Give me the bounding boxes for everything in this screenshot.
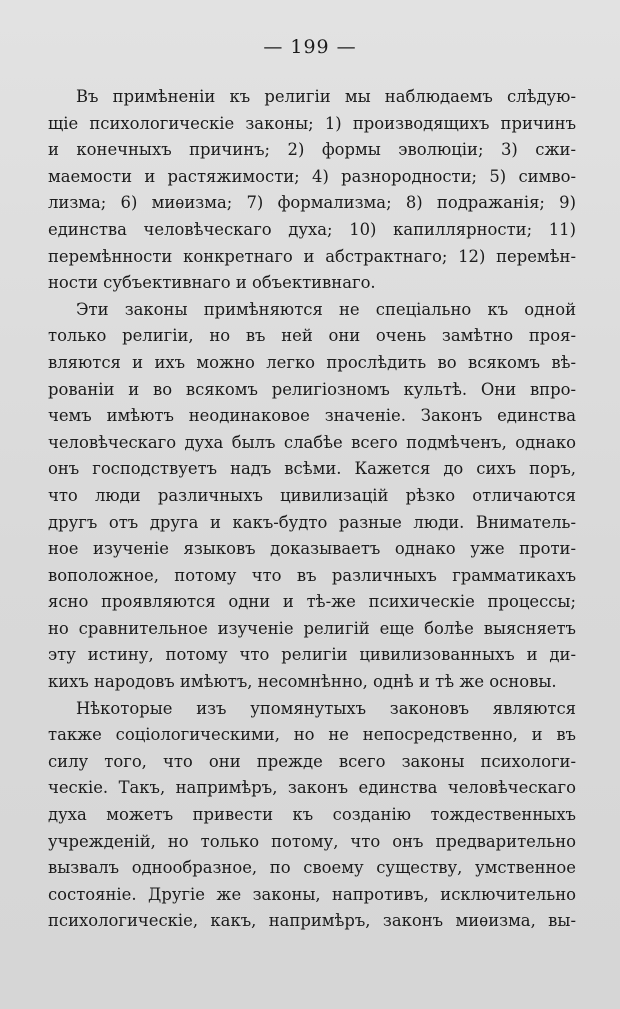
text-line: и конечныхъ причинъ; 2) формы эволюціи; 3) сжи- <box>48 140 576 160</box>
text-line: силу того, что они прежде всего законы психологи- <box>48 751 576 771</box>
text-line: единства человѣческаго духа; 10) капиллярности; 11) <box>48 219 576 239</box>
text-line: состояніе. Другіе же законы, напротивъ, исключительно <box>48 884 576 904</box>
text-line: только религіи, но въ ней они очень замѣтно проя- <box>48 326 576 346</box>
text-line: также соціологическими, но не непосредственно, и въ <box>48 725 576 745</box>
body-text <box>48 84 576 935</box>
text-line: другъ отъ друга и какъ-будто разные люди. Вниматель- <box>48 512 576 532</box>
text-line: маемости и растяжимости; 4) разнородности; 5) симво- <box>48 166 576 186</box>
text-line: воположное, потому что въ различныхъ грамматикахъ <box>48 565 576 585</box>
text-line: ное изученіе языковъ доказываетъ однако уже проти- <box>48 539 576 559</box>
text-line: Эти законы примѣняются не спеціально къ одной <box>76 299 576 319</box>
text-line: но сравнительное изученіе религій еще болѣе выясняетъ <box>48 618 576 638</box>
text-line: человѣческаго духа былъ слабѣе всего подмѣченъ, однако <box>48 432 576 452</box>
text-line: вызвалъ однообразное, по своему существу, умственное <box>48 858 576 878</box>
text-line: вляются и ихъ можно легко прослѣдить во всякомъ вѣ- <box>48 352 576 372</box>
text-line: рованіи и во всякомъ религіозномъ культѣ. Они впро- <box>48 379 576 399</box>
text-line: ясно проявляются одни и тѣ-же психическіе процессы; <box>48 592 576 612</box>
text-line: щіе психологическіе законы; 1) производящихъ причинъ <box>48 113 576 133</box>
text-line: ческіе. Такъ, напримѣръ, законъ единства человѣческаго <box>48 778 576 798</box>
text-line: кихъ народовъ имѣютъ, несомнѣнно, однѣ и тѣ же основы. <box>48 672 557 692</box>
text-line: Нѣкоторые изъ упомянутыхъ законовъ являются <box>76 698 576 718</box>
text-line: Въ примѣненіи къ религіи мы наблюдаемъ слѣдую- <box>76 87 576 106</box>
paragraph <box>48 84 576 297</box>
text-line: ности субъективнаго и объективнаго. <box>48 273 376 293</box>
text-line: учрежденій, но только потому, что онъ предварительно <box>48 831 576 851</box>
text-line: что люди различныхъ цивилизацій рѣзко отличаются <box>48 485 576 505</box>
paragraph <box>48 297 576 696</box>
text-line: чемъ имѣютъ неодинаковое значеніе. Законъ единства <box>48 406 576 426</box>
text-line: онъ господствуетъ надъ всѣми. Кажется до сихъ поръ, <box>48 459 576 479</box>
text-line: психологическіе, какъ, напримѣръ, законъ миѳизма, вы- <box>48 911 576 931</box>
paragraph <box>48 696 576 935</box>
text-line: лизма; 6) миѳизма; 7) формализма; 8) подражанія; 9) <box>48 193 576 213</box>
page-number: — 199 — <box>263 36 357 58</box>
text-line: эту истину, потому что религіи цивилизованныхъ и ди- <box>48 645 576 665</box>
text-line: перемѣнности конкретнаго и абстрактнаго; 12) перемѣн- <box>48 246 576 266</box>
text-line: духа можетъ привести къ созданію тождественныхъ <box>48 805 576 825</box>
